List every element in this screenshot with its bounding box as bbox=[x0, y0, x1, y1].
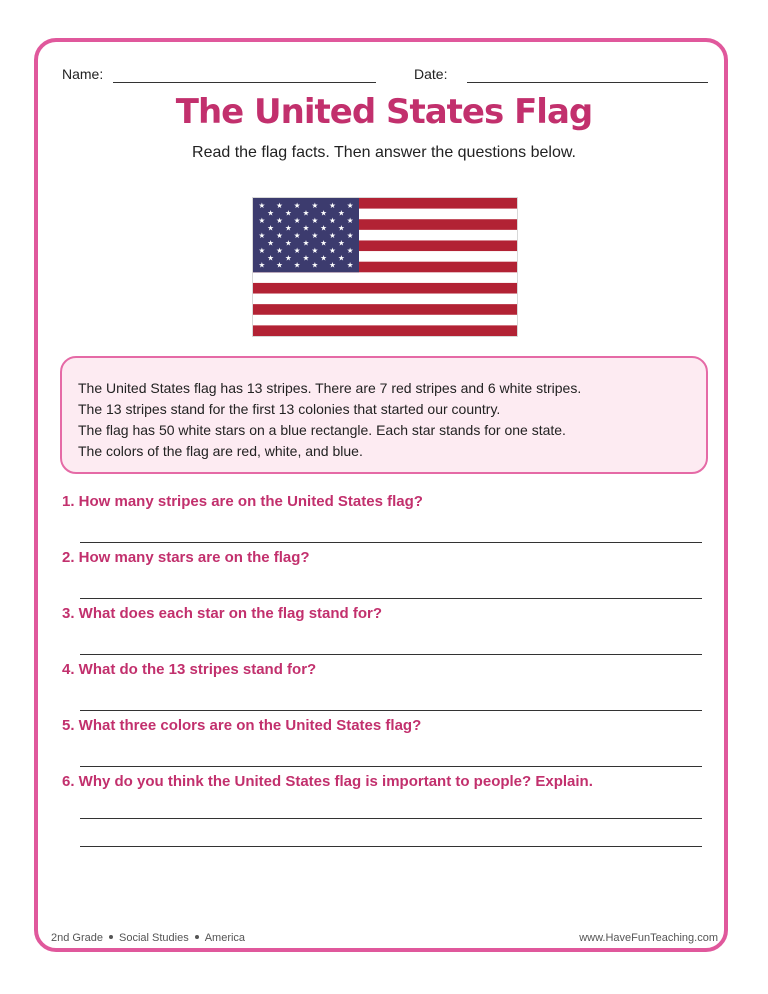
footer-grade: 2nd Grade bbox=[51, 932, 103, 944]
footer-site[interactable]: www.HaveFunTeaching.com bbox=[579, 932, 718, 944]
flag-stripe bbox=[253, 315, 517, 326]
flag-star-icon: ★ bbox=[320, 208, 328, 218]
flag-star-icon: ★ bbox=[311, 230, 319, 240]
flag-star-icon: ★ bbox=[346, 201, 354, 211]
fact-line: The United States flag has 13 stripes. There are 7 red stripes and 6 white stripes. bbox=[78, 380, 582, 396]
flag-stripe bbox=[253, 272, 517, 283]
flag-star-icon: ★ bbox=[276, 260, 283, 270]
question-3: 3. What does each star on the flag stand for? bbox=[62, 605, 383, 622]
flag-star-icon: ★ bbox=[302, 223, 310, 233]
flag-star-icon: ★ bbox=[293, 230, 301, 240]
flag-star-icon: ★ bbox=[284, 238, 292, 248]
footer-topic: America bbox=[204, 932, 246, 944]
flag-star-icon: ★ bbox=[346, 245, 354, 255]
flag-stripe bbox=[253, 283, 517, 294]
question-1: 1. How many stripes are on the United States flag? bbox=[62, 493, 423, 510]
flag-star-icon: ★ bbox=[276, 245, 283, 255]
flag-star-icon: ★ bbox=[284, 208, 292, 218]
flag-star-icon: ★ bbox=[337, 253, 345, 263]
bullet-icon bbox=[109, 935, 113, 939]
page-title: The United States Flag bbox=[175, 92, 593, 132]
flag-star-icon: ★ bbox=[346, 216, 354, 226]
date-label: Date: bbox=[414, 66, 448, 82]
flag-star-icon: ★ bbox=[320, 238, 328, 248]
flag-star-icon: ★ bbox=[267, 223, 275, 233]
answer-line-2[interactable] bbox=[80, 598, 702, 599]
flag-star-icon: ★ bbox=[276, 230, 283, 240]
answer-line-1[interactable] bbox=[80, 542, 702, 543]
flag-star-icon: ★ bbox=[276, 216, 283, 226]
flag-star-icon: ★ bbox=[320, 253, 328, 263]
flag-star-icon: ★ bbox=[267, 238, 275, 248]
name-line[interactable] bbox=[113, 82, 376, 83]
question-6: 6. Why do you think the United States flag is important to people? Explain. bbox=[62, 773, 593, 790]
flag-stripe bbox=[253, 294, 517, 305]
fact-line: The flag has 50 white stars on a blue rectangle. Each star stands for one state. bbox=[78, 422, 566, 438]
flag-star-icon: ★ bbox=[311, 201, 319, 211]
question-2: 2. How many stars are on the flag? bbox=[62, 549, 310, 566]
flag-star-icon: ★ bbox=[329, 216, 336, 226]
flag-star-icon: ★ bbox=[276, 201, 283, 211]
flag-stripe bbox=[253, 325, 517, 336]
flag-facts-box bbox=[60, 356, 708, 474]
flag-star-icon: ★ bbox=[258, 230, 266, 240]
flag-star-icon: ★ bbox=[258, 201, 266, 211]
footer-subject: Social Studies bbox=[118, 932, 189, 944]
flag-star-icon: ★ bbox=[293, 201, 301, 211]
flag-star-icon: ★ bbox=[329, 260, 336, 270]
flag-star-icon: ★ bbox=[337, 238, 345, 248]
flag-star-icon: ★ bbox=[293, 245, 301, 255]
flag-star-icon: ★ bbox=[302, 208, 310, 218]
question-5: 5. What three colors are on the United States flag? bbox=[62, 717, 422, 734]
flag-star-icon: ★ bbox=[337, 223, 345, 233]
footer-tags bbox=[51, 932, 245, 944]
flag-star-icon: ★ bbox=[346, 260, 354, 270]
answer-line-5[interactable] bbox=[80, 766, 702, 767]
flag-star-icon: ★ bbox=[258, 245, 266, 255]
flag-star-icon: ★ bbox=[293, 260, 301, 270]
flag-stripe bbox=[253, 304, 517, 315]
flag-star-icon: ★ bbox=[329, 245, 336, 255]
flag-star-icon: ★ bbox=[284, 223, 292, 233]
flag-star-icon: ★ bbox=[258, 260, 266, 270]
flag-star-icon: ★ bbox=[302, 238, 310, 248]
flag-star-icon: ★ bbox=[337, 208, 345, 218]
date-line[interactable] bbox=[467, 82, 708, 83]
answer-line-4[interactable] bbox=[80, 710, 702, 711]
question-4: 4. What do the 13 stripes stand for? bbox=[62, 661, 317, 678]
flag-star-icon: ★ bbox=[311, 216, 319, 226]
flag-star-icon: ★ bbox=[311, 260, 319, 270]
fact-line: The 13 stripes stand for the first 13 colonies that started our country. bbox=[78, 401, 501, 417]
answer-line-6a[interactable] bbox=[80, 818, 702, 819]
answer-line-6b[interactable] bbox=[80, 846, 702, 847]
flag-star-icon: ★ bbox=[293, 216, 301, 226]
flag-star-icon: ★ bbox=[329, 201, 336, 211]
flag-star-icon: ★ bbox=[311, 245, 319, 255]
us-flag-image bbox=[252, 197, 518, 337]
page-subtitle: Read the flag facts. Then answer the questions below. bbox=[192, 144, 576, 161]
flag-star-icon: ★ bbox=[284, 253, 292, 263]
flag-star-icon: ★ bbox=[329, 230, 336, 240]
flag-star-icon: ★ bbox=[267, 253, 275, 263]
flag-star-icon: ★ bbox=[346, 230, 354, 240]
flag-star-icon: ★ bbox=[267, 208, 275, 218]
bullet-icon bbox=[195, 935, 199, 939]
name-label: Name: bbox=[62, 66, 104, 82]
flag-star-icon: ★ bbox=[320, 223, 328, 233]
flag-star-icon: ★ bbox=[302, 253, 310, 263]
fact-line: The colors of the flag are red, white, and blue. bbox=[78, 443, 363, 459]
flag-star-icon: ★ bbox=[258, 216, 266, 226]
answer-line-3[interactable] bbox=[80, 654, 702, 655]
